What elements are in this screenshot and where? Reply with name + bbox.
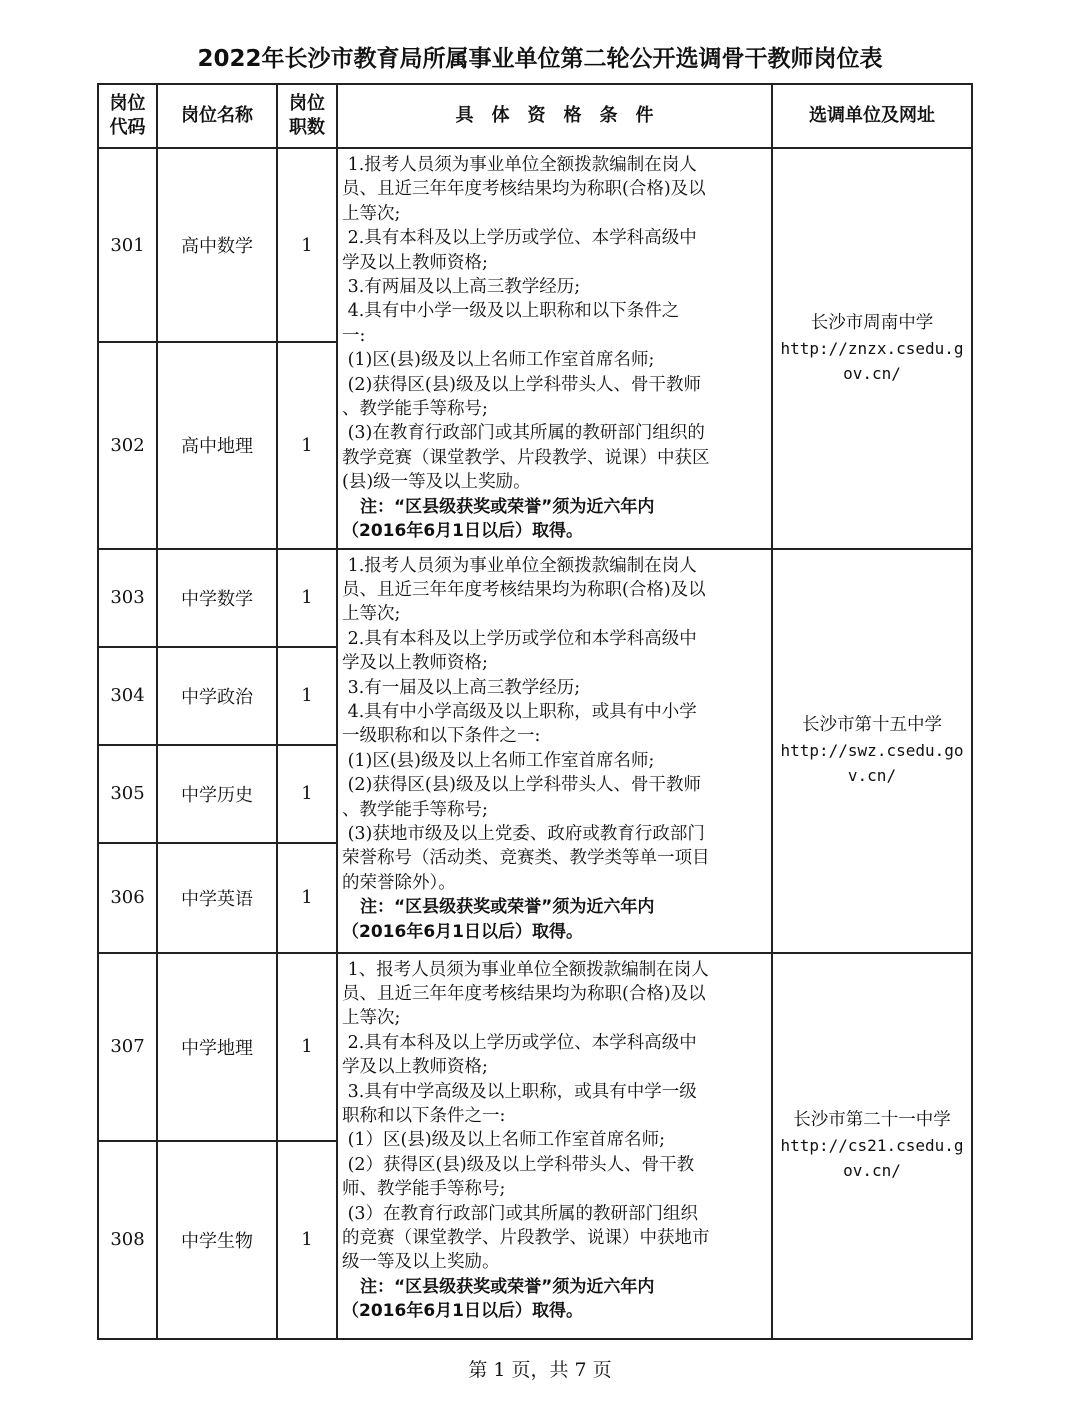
condition-note: 注：“区县级获奖或荣誉”须为近六年内: [360, 897, 655, 918]
table-row: [98, 549, 972, 647]
condition-line: 、教学能手等称号;: [342, 799, 488, 820]
position-count: 1: [277, 1141, 337, 1339]
condition-line: 职称和以下条件之一:: [342, 1105, 506, 1126]
condition-line: (2)获得区(县)级及以上学科带头人、骨干教师: [342, 775, 702, 796]
recruiting-unit: [772, 549, 972, 953]
position-code: 308: [98, 1141, 157, 1339]
position-code: 306: [98, 843, 157, 953]
condition-line: 2.具有本科及以上学历或学位、本学科高级中: [342, 228, 697, 249]
position-count: 1: [277, 843, 337, 953]
condition-line: 荣誉称号（活动类、竞赛类、教学类等单一项目: [342, 848, 710, 869]
qualification-conditions: [337, 953, 772, 1339]
page-title: 2022年长沙市教育局所属事业单位第二轮公开选调骨干教师岗位表: [197, 46, 883, 72]
condition-line: 上等次;: [342, 604, 401, 625]
condition-note: 注：“区县级获奖或荣誉”须为近六年内: [360, 496, 655, 517]
recruiting-unit: [772, 148, 972, 549]
position-code: 304: [98, 647, 157, 745]
position-code: 302: [98, 342, 157, 548]
condition-line: 教学竞赛（课堂教学、片段教学、说课）中获区: [342, 447, 710, 468]
position-name: 高中数学: [157, 148, 277, 342]
condition-line: 级一等及以上奖励。: [342, 1252, 500, 1273]
condition-line: (县)级一等及以上奖励。: [342, 472, 531, 493]
condition-line: 1.报考人员须为事业单位全额拨款编制在岗人: [342, 555, 697, 576]
position-code: 305: [98, 745, 157, 843]
table-row: [98, 148, 972, 342]
position-count: 1: [277, 745, 337, 843]
condition-line: (1)区(县)级及以上名师工作室首席名师;: [342, 750, 655, 771]
condition-line: 一级职称和以下条件之一:: [342, 726, 541, 747]
position-name: 中学数学: [157, 549, 277, 647]
position-code: 307: [98, 953, 157, 1141]
header-name: 岗位名称: [157, 84, 277, 148]
position-code: 303: [98, 549, 157, 647]
recruiting-unit: [772, 953, 972, 1339]
header-count: 岗位 职数: [277, 84, 337, 148]
condition-note: （2016年6月1日以后）取得。: [342, 921, 583, 942]
header-conditions: 具 体 资 格 条 件: [337, 84, 772, 148]
condition-line: 员、且近三年年度考核结果均为称职(合格)及以: [342, 579, 706, 600]
condition-line: 1、报考人员须为事业单位全额拨款编制在岗人: [342, 959, 709, 980]
positions-table: [97, 83, 973, 1340]
condition-line: (2）获得区(县)级及以上学科带头人、骨干教: [342, 1154, 695, 1175]
position-name: 中学历史: [157, 745, 277, 843]
condition-line: 学及以上教师资格;: [342, 653, 488, 674]
condition-line: (3）在教育行政部门或其所属的教研部门组织: [342, 1203, 699, 1224]
table-row: [98, 953, 972, 1141]
condition-line: 4.具有中小学高级及以上职称，或具有中小学: [342, 701, 697, 722]
condition-line: 3.有一届及以上高三教学经历;: [342, 677, 581, 698]
condition-line: 一:: [342, 325, 366, 346]
unit-url[interactable]: http://znzx.csedu.gov.cn/: [780, 338, 964, 383]
condition-note: （2016年6月1日以后）取得。: [342, 1301, 583, 1322]
condition-line: 3.具有中学高级及以上职称，或具有中学一级: [342, 1081, 697, 1102]
position-count: 1: [277, 953, 337, 1141]
condition-line: 的竞赛（课堂教学、片段教学、说课）中获地市: [342, 1227, 710, 1248]
unit-name: 长沙市第二十一中学: [793, 1110, 951, 1130]
position-name: 中学地理: [157, 953, 277, 1141]
condition-line: (1）区(县)级及以上名师工作室首席名师;: [342, 1130, 666, 1151]
position-count: 1: [277, 148, 337, 342]
unit-name: 长沙市第十五中学: [802, 715, 942, 735]
position-name: 中学生物: [157, 1141, 277, 1339]
position-name: 中学英语: [157, 843, 277, 953]
position-name: 高中地理: [157, 342, 277, 548]
unit-name: 长沙市周南中学: [810, 312, 934, 333]
condition-line: 2.具有本科及以上学历或学位、本学科高级中: [342, 1032, 697, 1053]
position-count: 1: [277, 549, 337, 647]
condition-line: (1)区(县)级及以上名师工作室首席名师;: [342, 350, 655, 371]
condition-line: 员、且近三年年度考核结果均为称职(合格)及以: [342, 179, 706, 200]
position-count: 1: [277, 647, 337, 745]
qualification-conditions: [337, 549, 772, 953]
header-code: 岗位 代码: [98, 84, 157, 148]
qualification-conditions: [337, 148, 772, 549]
page-footer: 第 1 页，共 7 页: [468, 1359, 612, 1381]
condition-line: 学及以上教师资格;: [342, 1057, 488, 1078]
condition-line: 4.具有中小学一级及以上职称和以下条件之: [342, 301, 680, 322]
position-code: 301: [98, 148, 157, 342]
unit-url[interactable]: http://swz.csedu.gov.cn/: [780, 741, 964, 785]
condition-line: 员、且近三年年度考核结果均为称职(合格)及以: [342, 983, 706, 1004]
condition-line: (3)在教育行政部门或其所属的教研部门组织的: [342, 423, 705, 444]
condition-line: 上等次;: [342, 203, 401, 224]
condition-note: （2016年6月1日以后）取得。: [342, 521, 583, 542]
header-unit: 选调单位及网址: [772, 84, 972, 148]
condition-line: 的荣誉除外）。: [342, 872, 456, 893]
condition-line: 3.有两届及以上高三教学经历;: [342, 277, 581, 298]
condition-line: (3)获地市级及以上党委、政府或教育行政部门: [342, 823, 705, 844]
position-count: 1: [277, 342, 337, 548]
condition-note: 注：“区县级获奖或荣誉”须为近六年内: [360, 1276, 655, 1297]
header-row: [98, 84, 972, 148]
condition-line: (2)获得区(县)级及以上学科带头人、骨干教师: [342, 374, 702, 395]
condition-line: 师、教学能手等称号;: [342, 1179, 506, 1200]
condition-line: 、教学能手等称号;: [342, 399, 488, 420]
condition-line: 2.具有本科及以上学历或学位和本学科高级中: [342, 628, 697, 649]
condition-line: 上等次;: [342, 1008, 401, 1029]
unit-url[interactable]: http://cs21.csedu.gov.cn/: [780, 1136, 964, 1180]
condition-line: 学及以上教师资格;: [342, 252, 488, 273]
position-name: 中学政治: [157, 647, 277, 745]
condition-line: 1.报考人员须为事业单位全额拨款编制在岗人: [342, 155, 697, 175]
